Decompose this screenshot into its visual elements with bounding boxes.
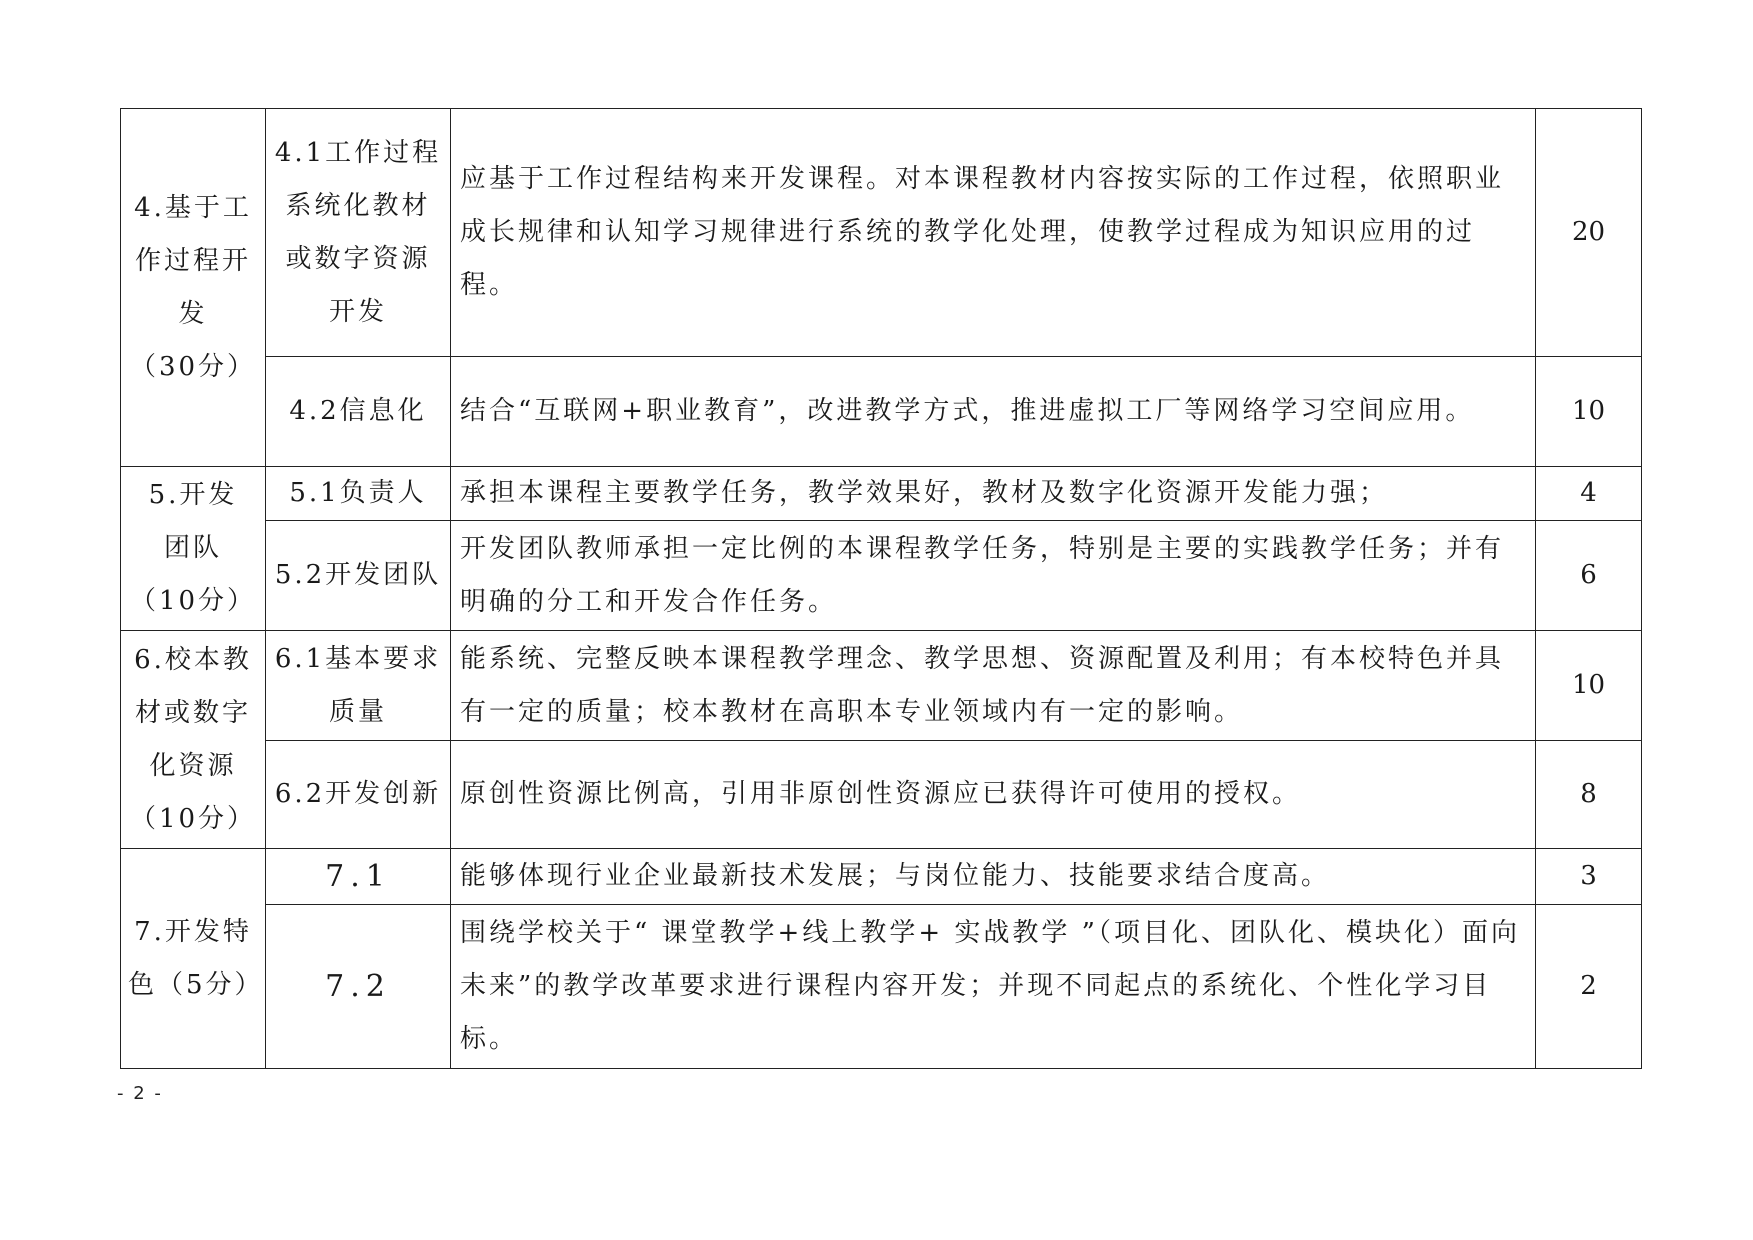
score-cell: 2: [1536, 905, 1642, 1069]
score-cell: 4: [1536, 467, 1642, 521]
category-line: 6.校本教: [134, 644, 252, 675]
subitem-line: 6.2开发创新: [274, 779, 442, 809]
category-cell: [121, 849, 266, 1069]
subitem-cell: [266, 631, 451, 741]
subitem-line: 5.1负责人: [289, 478, 427, 508]
score-cell: 10: [1536, 357, 1642, 467]
description-cell: 承担本课程主要教学任务，教学效果好，教材及数字化资源开发能力强；: [451, 467, 1536, 521]
table-row: [121, 467, 1642, 521]
table-row: [121, 905, 1642, 1069]
score-cell: 3: [1536, 849, 1642, 905]
category-line: （10分）: [129, 803, 257, 834]
subitem-line: 7.1: [325, 859, 391, 894]
subitem-cell: [266, 357, 451, 467]
score-cell: 8: [1536, 741, 1642, 849]
category-line: （10分）: [129, 586, 257, 616]
category-cell: [121, 109, 266, 467]
description-cell: 能够体现行业企业最新技术发展；与岗位能力、技能要求结合度高。: [451, 849, 1536, 905]
score-cell: 6: [1536, 521, 1642, 631]
category-cell: [121, 467, 266, 631]
subitem-cell: [266, 905, 451, 1069]
table-row: [121, 849, 1642, 905]
category-line: 发: [178, 298, 208, 329]
description-cell: 开发团队教师承担一定比例的本课程教学任务，特别是主要的实践教学任务；并有明确的分工和开发合作任务。: [451, 521, 1536, 631]
score-cell: 10: [1536, 631, 1642, 741]
subitem-line: 系统化教材: [285, 190, 431, 221]
description-cell: 结合“互联网+职业教育”，改进教学方式，推进虚拟工厂等网络学习空间应用。: [451, 357, 1536, 467]
category-line: 5.开发: [148, 480, 238, 510]
table-row: [121, 741, 1642, 849]
subitem-line: 4.2信息化: [289, 396, 427, 426]
subitem-cell: [266, 109, 451, 357]
subitem-cell: [266, 467, 451, 521]
category-line: 团队: [163, 533, 222, 563]
subitem-line: 7.2: [325, 969, 391, 1004]
table-row: [121, 631, 1642, 741]
subitem-cell: [266, 521, 451, 631]
category-line: 作过程开: [134, 245, 251, 276]
category-line: （30分）: [129, 351, 257, 382]
category-cell: [121, 631, 266, 849]
subitem-line: 5.2开发团队: [274, 560, 442, 590]
score-cell: 20: [1536, 109, 1642, 357]
subitem-line: 或数字资源: [285, 243, 431, 274]
evaluation-criteria-table: [120, 108, 1642, 1069]
subitem-cell: [266, 741, 451, 849]
description-cell: 原创性资源比例高，引用非原创性资源应已获得许可使用的授权。: [451, 741, 1536, 849]
description-cell: 能系统、完整反映本课程教学理念、教学思想、资源配置及利用；有本校特色并具有一定的质量；校本教材在高职本专业领域内有一定的影响。: [451, 631, 1536, 741]
subitem-cell: [266, 849, 451, 905]
table-row: [121, 521, 1642, 631]
description-cell: 围绕学校关于“ 课堂教学+线上教学+ 实战教学 ”（项目化、团队化、模块化）面向未来”的教学改革要求进行课程内容开发；并现不同起点的系统化、个性化学习目标。: [451, 905, 1536, 1069]
subitem-line: 质量: [328, 696, 387, 727]
category-line: 4.基于工: [134, 192, 252, 223]
category-line: 7.开发特: [134, 916, 252, 947]
page-number: - 2 -: [117, 1083, 163, 1104]
table-row: [121, 357, 1642, 467]
description-cell: 应基于工作过程结构来开发课程。对本课程教材内容按实际的工作过程，依照职业成长规律和认知学习规律进行系统的教学化处理，使教学过程成为知识应用的过程。: [451, 109, 1536, 357]
subitem-line: 6.1基本要求: [274, 643, 442, 674]
category-line: 材或数字: [134, 697, 251, 728]
table-row: [121, 109, 1642, 357]
subitem-line: 开发: [328, 296, 387, 327]
category-line: 化资源: [149, 750, 237, 781]
subitem-line: 4.1工作过程: [274, 137, 442, 168]
category-line: 色（5分）: [128, 969, 264, 1000]
